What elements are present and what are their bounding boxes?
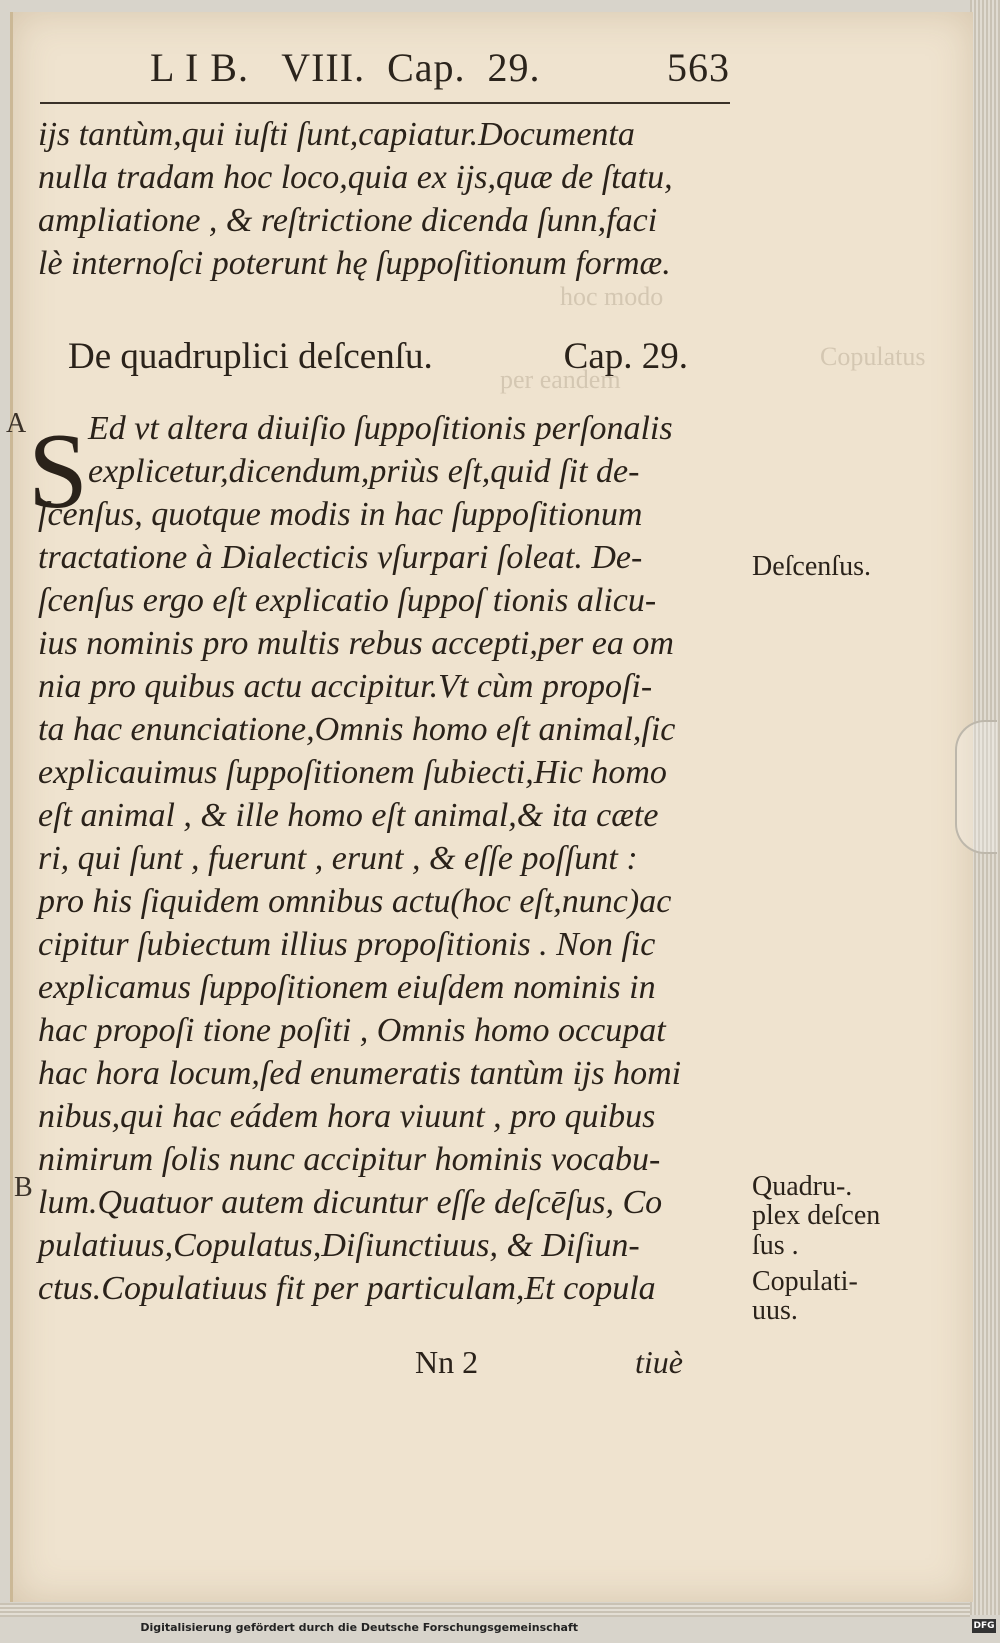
running-head — [150, 44, 730, 96]
margin-note-line: Quadru-. — [752, 1171, 853, 1202]
bleed-through-text: per eandem — [500, 365, 621, 394]
text-line: ſcenſus, quotque modis in hac ſuppoſitionum — [38, 496, 643, 533]
chapter-title: De quadruplici deſcenſu. — [68, 336, 433, 377]
text-line: nia pro quibus actu accipitur.Vt cùm propoſi- — [38, 668, 653, 705]
drop-cap: S — [28, 412, 89, 531]
catchword: tiuè — [635, 1344, 683, 1380]
margin-note-quadruplex — [752, 1172, 880, 1260]
text-line: Ed vt altera diuiſio ſuppoſitionis perſonalis — [88, 410, 673, 447]
text-line: tractatione à Dialecticis vſurpari ſoleat. De- — [38, 539, 643, 576]
text-line: ampliatione , & reſtrictione dicenda ſunn,faci — [38, 202, 658, 239]
page-number: 563 — [667, 45, 730, 90]
page-bottom-edge — [0, 1603, 970, 1617]
text-line: hac propoſi tione poſiti , Omnis homo occupat — [38, 1012, 666, 1049]
dfg-logo: DFG — [973, 1621, 995, 1631]
bleed-through-text: Copulatus — [820, 342, 926, 371]
margin-note-line: Copulati- — [752, 1266, 858, 1297]
margin-letter: A — [6, 408, 27, 439]
text-line: hac hora locum,ſed enumeratis tantùm ijs homi — [38, 1055, 682, 1092]
page-clip — [955, 720, 997, 854]
text-line: ius nominis pro multis rebus accepti,per ea om — [38, 625, 674, 662]
text-line: ijs tantùm,qui iuſti ſunt,capiatur.Documenta — [38, 116, 635, 153]
running-title: L I B. VIII. Cap. 29. — [150, 45, 541, 90]
bleed-through-text: hoc modo — [560, 282, 664, 311]
margin-note-descensus: Deſcenſus. — [752, 551, 871, 582]
header-rule — [40, 102, 730, 104]
text-line: pro his ſiquidem omnibus actu(hoc eſt,nunc)ac — [38, 883, 672, 920]
text-line: ta hac enunciatione,Omnis homo eſt animal,ſic — [38, 711, 676, 748]
text-line: nimirum ſolis nunc accipitur hominis vocabu- — [38, 1141, 661, 1178]
text-line: ſcenſus ergo eſt explicatio ſuppoſ tionis alicu- — [38, 582, 657, 619]
text-line: cipitur ſubiectum illius propoſitionis . Non ſic — [38, 926, 656, 963]
signature-mark: Nn 2 — [415, 1344, 479, 1380]
chapter-number: Cap. 29. — [563, 336, 688, 377]
text-line: nulla tradam hoc loco,quia ex ijs,quæ de ſtatu, — [38, 159, 673, 196]
text-line: ctus.Copulatiuus fit per particulam,Et copula — [38, 1270, 656, 1307]
text-line: explicetur,dicendum,priùs eſt,quid ſit de- — [88, 453, 640, 490]
margin-note-line: uus. — [752, 1295, 798, 1327]
text-line: lum.Quatuor autem dicuntur eſſe deſcēſus, Co — [38, 1184, 663, 1221]
margin-note-line: ſus . — [752, 1229, 799, 1261]
text-line: ri, qui ſunt , fuerunt , erunt , & eſſe poſſunt : — [38, 840, 638, 877]
text-line: pulatiuus,Copulatus,Diſiunctiuus, & Diſiun- — [38, 1227, 640, 1264]
text-line: explicamus ſuppoſitionem eiuſdem nominis in — [38, 969, 656, 1006]
margin-letter: B — [14, 1172, 33, 1203]
text-line: explicauimus ſuppoſitionem ſubiecti,Hic homo — [38, 754, 667, 791]
text-line: nibus,qui hac eádem hora viuunt , pro quibus — [38, 1098, 656, 1135]
margin-note-line: plex deſcen — [752, 1200, 881, 1232]
text-line: eſt animal , & ille homo eſt animal,& ita cæte — [38, 797, 659, 834]
footer-credit-text: Digitalisierung gefördert durch die Deutsche Forschungsgemeinschaft — [140, 1621, 578, 1634]
text-line: lè internoſci poterunt hę ſuppoſitionum formæ. — [38, 245, 671, 282]
margin-note-copulatiuus — [752, 1267, 858, 1326]
